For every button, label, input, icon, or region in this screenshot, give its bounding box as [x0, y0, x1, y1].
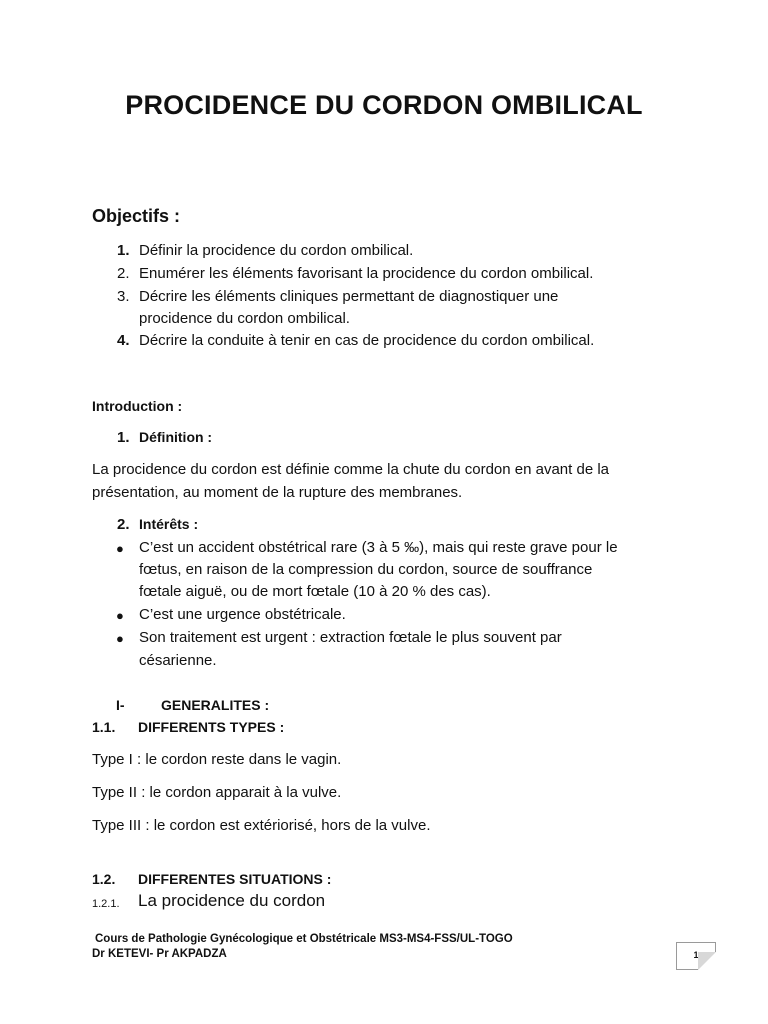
interets-item-continuation: césarienne. [139, 652, 217, 669]
types-number: 1.1. [92, 719, 116, 735]
footer-authors: Dr KETEVI- Pr AKPADZA [92, 948, 227, 960]
page-title: PROCIDENCE DU CORDON OMBILICAL [125, 90, 643, 120]
objective-number: 1. [117, 242, 130, 259]
definition-number: 1. [117, 429, 130, 446]
interets-item: C’est un accident obstétrical rare (3 à 5 ‰), mais qui reste grave pour le [139, 539, 618, 556]
definition-text-continuation: présentation, au moment de la rupture des membranes. [92, 484, 463, 501]
definition-heading: Définition : [139, 429, 213, 445]
interets-item-continuation: fœtale aiguë, ou de mort fœtale (10 à 20 % des cas). [139, 583, 491, 600]
bullet-icon: ● [116, 541, 124, 556]
subsection-heading: La procidence du cordon [138, 891, 326, 910]
generalites-heading: GENERALITES : [161, 697, 270, 713]
objective-item: Décrire les éléments cliniques permettant de diagnostiquer une [139, 288, 559, 305]
bullet-icon: ● [116, 631, 124, 646]
objective-item-continuation: procidence du cordon ombilical. [139, 310, 350, 327]
type-item: Type II : le cordon apparait à la vulve. [92, 784, 342, 801]
situations-heading: DIFFERENTES SITUATIONS : [138, 871, 332, 887]
objective-number: 2. [117, 265, 130, 282]
objective-item: Définir la procidence du cordon ombilical. [139, 242, 414, 259]
page-number: 1 [693, 950, 699, 960]
definition-text: La procidence du cordon est définie comme la chute du cordon en avant de la [92, 461, 610, 478]
types-heading: DIFFERENTS TYPES : [138, 719, 285, 735]
situations-number: 1.2. [92, 871, 116, 887]
bullet-icon: ● [116, 608, 124, 623]
interets-item: Son traitement est urgent : extraction fœtale le plus souvent par [139, 629, 562, 646]
objective-item: Enumérer les éléments favorisant la procidence du cordon ombilical. [139, 265, 594, 282]
objective-number: 4. [117, 332, 130, 349]
type-item: Type III : le cordon est extériorisé, hors de la vulve. [92, 817, 431, 834]
page-number-box [676, 942, 716, 970]
type-item: Type I : le cordon reste dans le vagin. [92, 751, 342, 768]
interets-number: 2. [117, 516, 130, 533]
footer-course: Cours de Pathologie Gynécologique et Obstétricale MS3-MS4-FSS/UL-TOGO [95, 933, 513, 945]
interets-heading: Intérêts : [139, 516, 199, 532]
generalites-number: I- [116, 697, 125, 713]
objective-number: 3. [117, 288, 130, 305]
interets-item: C’est une urgence obstétricale. [139, 606, 346, 623]
interets-item-continuation: fœtus, en raison de la compression du cordon, source de souffrance [139, 561, 593, 578]
introduction-heading: Introduction : [92, 398, 183, 414]
objective-item: Décrire la conduite à tenir en cas de procidence du cordon ombilical. [139, 332, 595, 349]
subsection-number: 1.2.1. [92, 898, 120, 910]
objectives-heading: Objectifs : [92, 206, 181, 226]
